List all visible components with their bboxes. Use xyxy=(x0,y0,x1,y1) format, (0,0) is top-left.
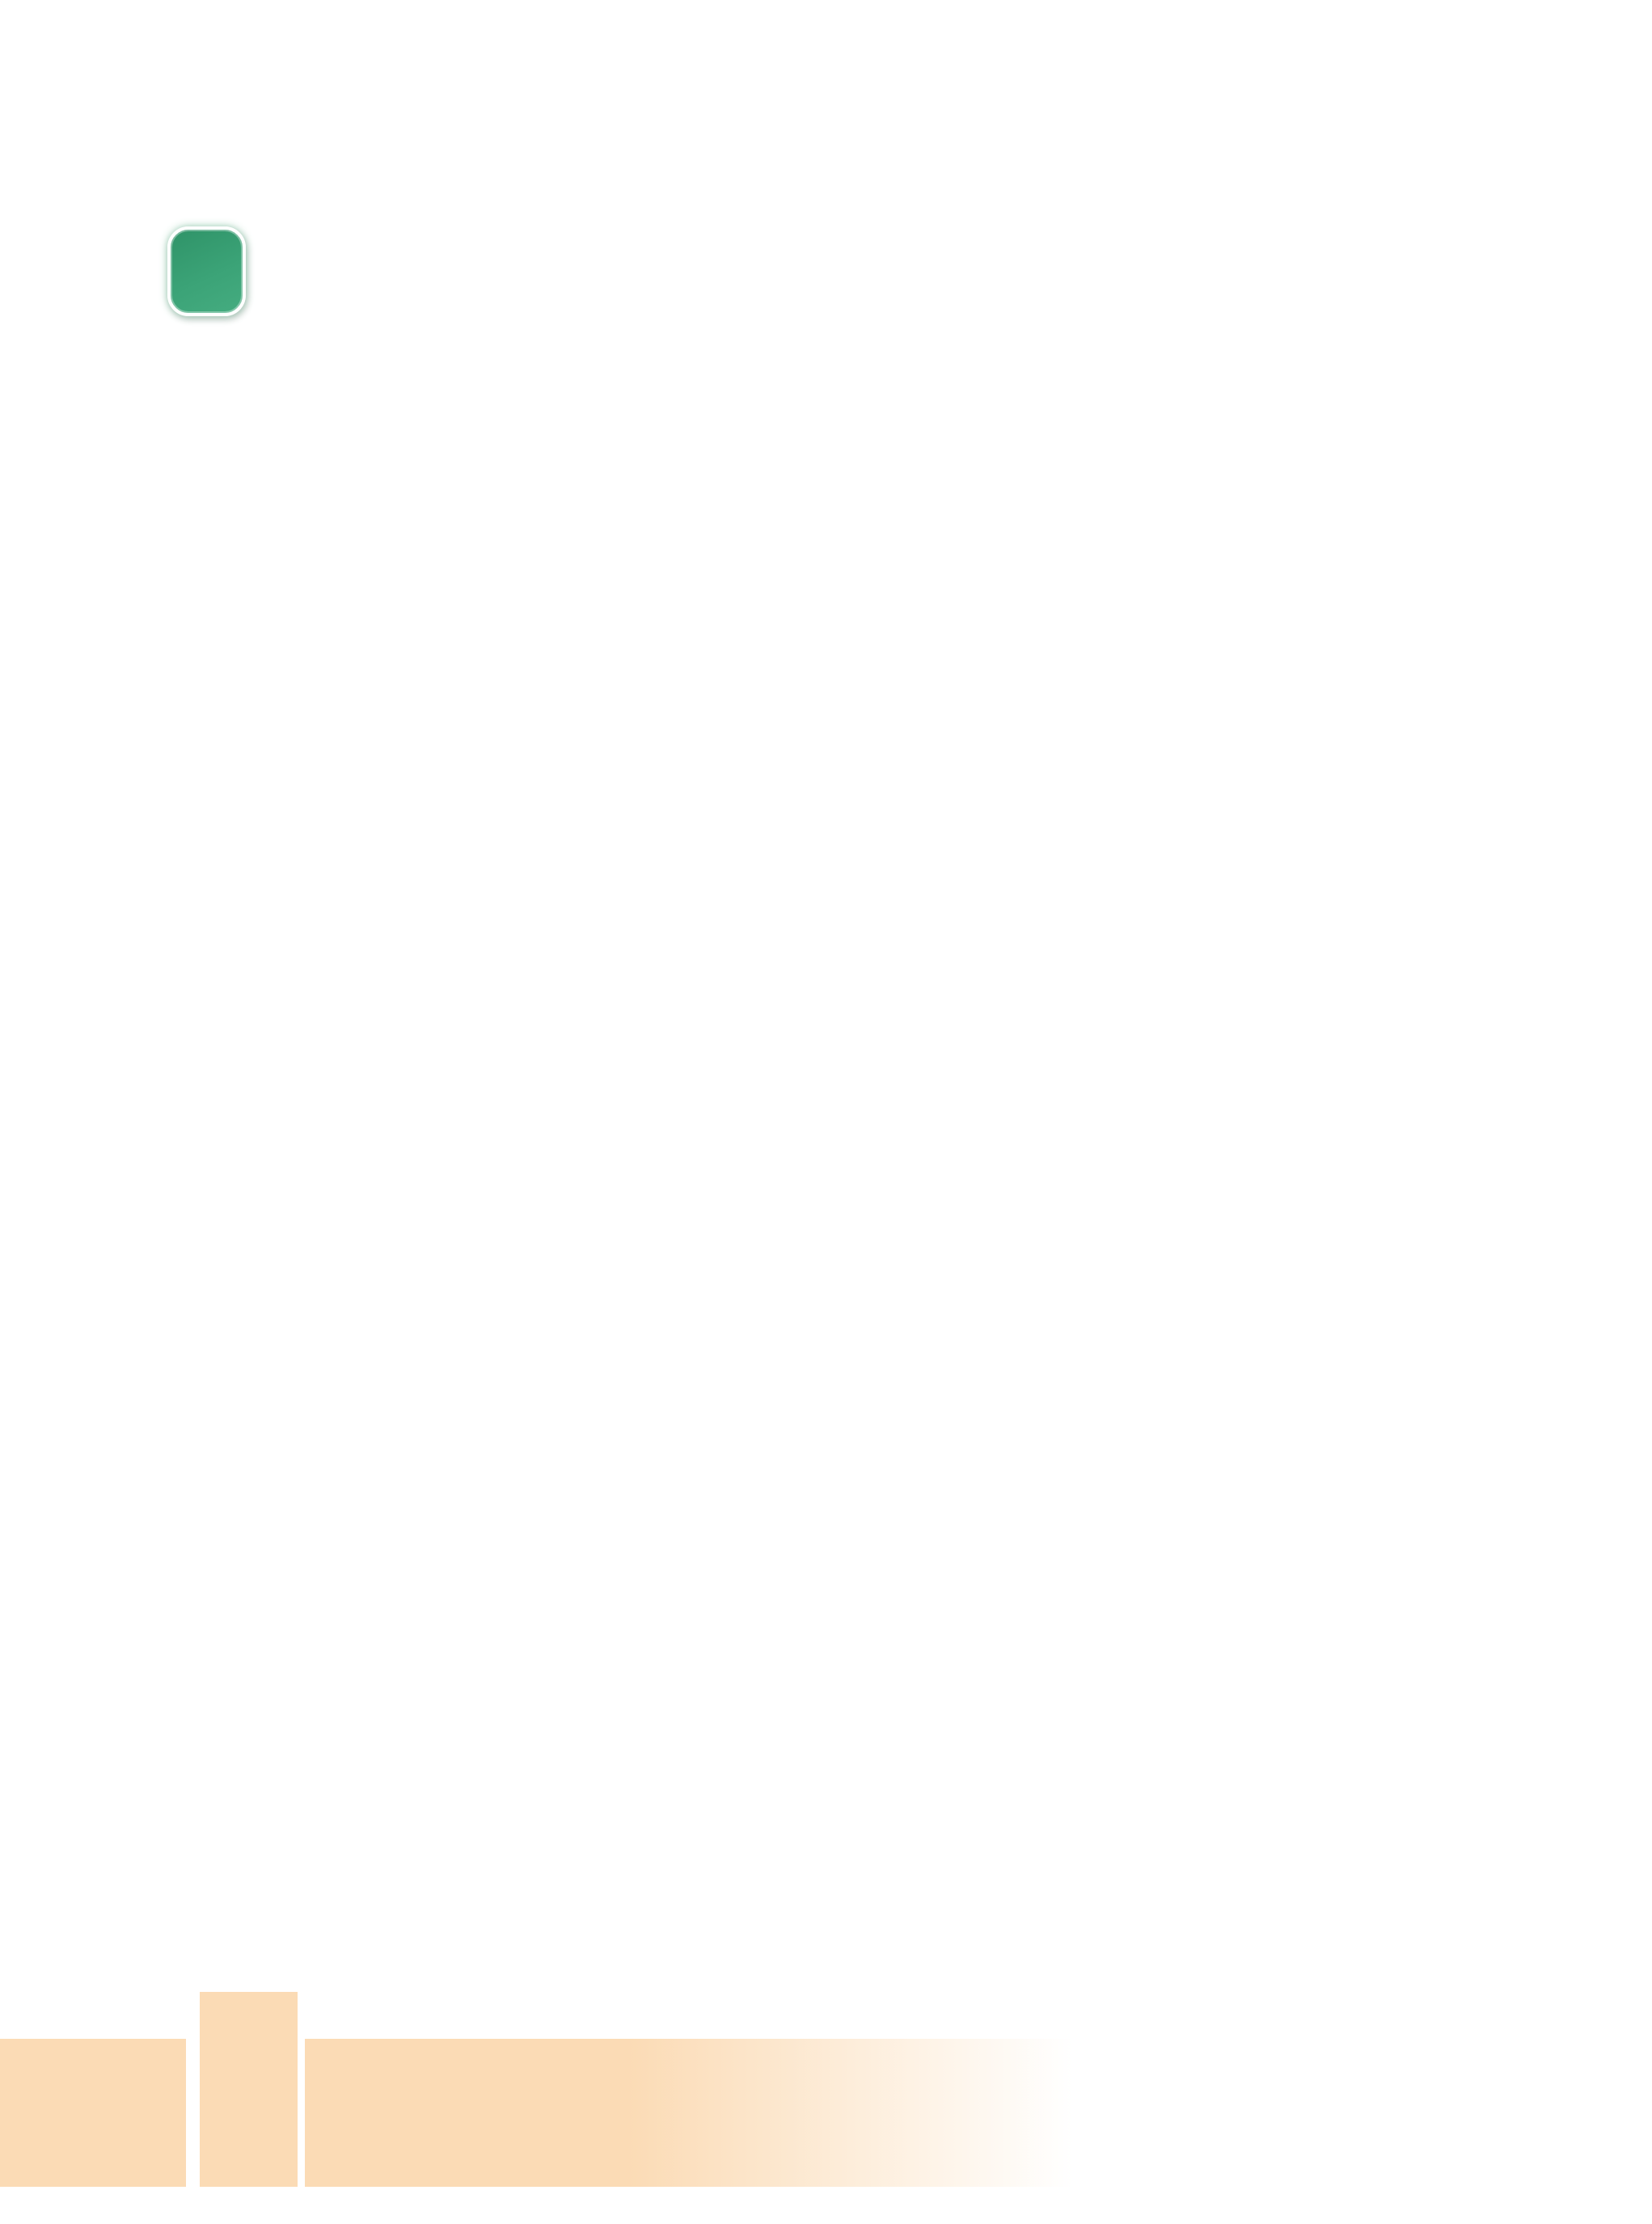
footer-left-block xyxy=(0,2039,186,2187)
questions-block-badge xyxy=(167,226,246,316)
footer-gradient-bar xyxy=(305,2039,1073,2187)
page-number-strip xyxy=(200,1992,298,2187)
